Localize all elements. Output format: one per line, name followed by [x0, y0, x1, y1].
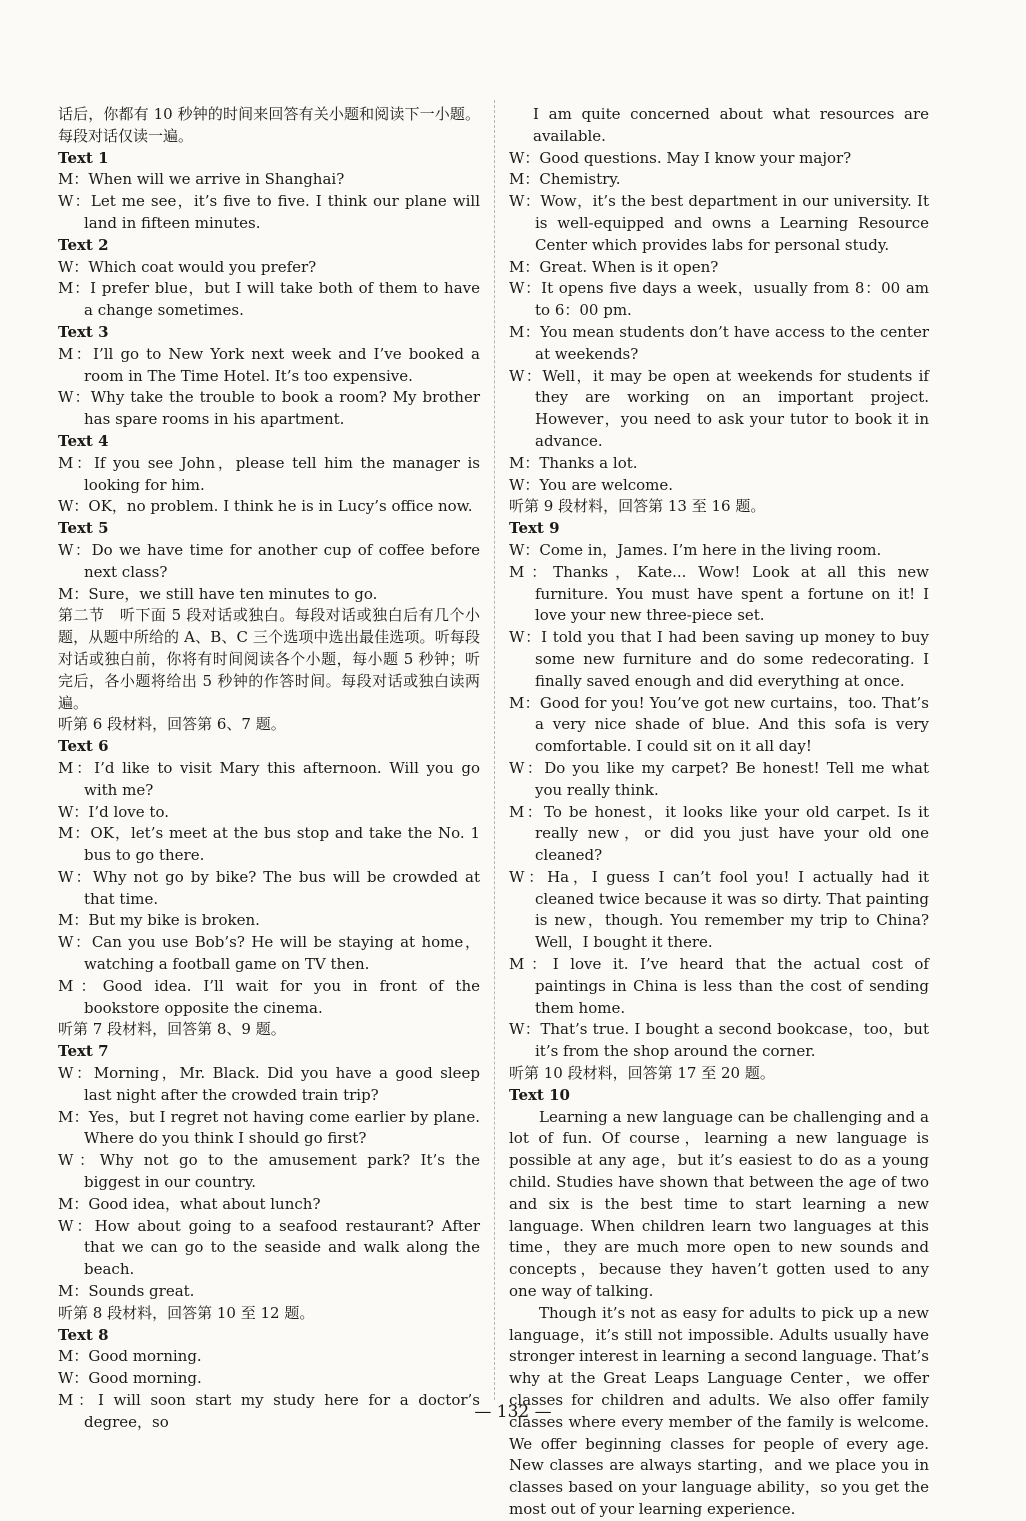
column-divider [494, 100, 495, 1400]
paragraph: Though it’s not as easy for adults to pick up a new language，it’s still not impossible. Adults usually have stronger interest in learning a second language. That’s why at the Great Leaps Language Center，we offer classes for children and adults. We also offer family classes where every member of the family is welcome. We offer beginning classes for people of every age. New classes are always starting，and we place you in classes based on your language ability，so you get the most out of your learning experience. [509, 1303, 929, 1518]
section-heading: Text 6 [58, 737, 109, 756]
dialogue-line: W：It opens five days a week，usually from 8：00 am to 6：00 pm. [509, 279, 929, 320]
section-heading: Text 4 [58, 431, 109, 450]
section-heading: Text 8 [58, 1325, 109, 1344]
dialogue-continuation: I am quite concerned about what resources are available. [533, 105, 929, 145]
dialogue-line: W：Well，it may be open at weekends for students if they are working on an important project. However，you need to ask your tutor to book it in advance. [509, 366, 929, 450]
section-heading: Text 10 [509, 1085, 570, 1104]
dialogue-line: W：I told you that I had been saving up money to buy some new furniture and do some redecorating. I finally saved enough and did everything at once. [509, 628, 929, 690]
dialogue-line: W：Wow，it’s the best department in our university. It is well-equipped and owns a Learning Resource Center which provides labs for personal study. [509, 192, 929, 254]
section-heading: Text 5 [58, 519, 109, 538]
dialogue-line: M：I prefer blue，but I will take both of them to have a change sometimes. [58, 279, 480, 320]
dialogue-line: M：Sure，we still have ten minutes to go. [58, 584, 378, 603]
instruction-text: 听第 8 段材料，回答第 10 至 12 题。 [58, 1303, 315, 1322]
dialogue-line: M：Good morning. [58, 1347, 202, 1366]
section-heading: Text 1 [58, 148, 109, 167]
dialogue-line: M：Good for you! You’ve got new curtains，too. That’s a very nice shade of blue. And this sofa is very comfortable. I could sit on it all day! [509, 693, 929, 756]
left-column [58, 104, 480, 1434]
section-heading: Text 7 [58, 1042, 109, 1061]
dialogue-line: M：Thanks a lot. [509, 453, 638, 472]
dialogue-line: W：Can you use Bob’s? He will be staying at home，watching a football game on TV then. [58, 933, 480, 974]
instruction-text: 第二节 听下面 5 段对话或独白。每段对话或独白后有几个小题，从题中所给的 A、B、C 三个选项中选出最佳选项。听每段对话或独白前，你将有时间阅读各个小题，每小题 5 秒钟；听完后，各小题将给出 5 秒钟的作答时间。每段对话或独白读两遍。 [58, 606, 480, 712]
dialogue-line: W：How about going to a seafood restaurant? After that we can go to the seaside and walk along the beach. [58, 1216, 480, 1279]
page-number: — 132 — [474, 1402, 552, 1422]
dialogue-line: M：Chemistry. [509, 170, 621, 189]
dialogue-line: W：Why take the trouble to book a room? My brother has spare rooms in his apartment. [58, 388, 480, 429]
dialogue-line: M：OK，let’s meet at the bus stop and take the No. 1 bus to go there. [58, 824, 480, 865]
dialogue-line: M：Yes，but I regret not having come earlier by plane. Where do you think I should go first? [58, 1107, 480, 1148]
dialogue-line: M：To be honest，it looks like your old carpet. Is it really new，or did you just have your old one cleaned? [509, 802, 929, 865]
section-heading: Text 9 [509, 519, 560, 538]
dialogue-line: M：When will we arrive in Shanghai? [58, 170, 345, 189]
instruction-text: 听第 10 段材料，回答第 17 至 20 题。 [509, 1064, 775, 1083]
dialogue-line: M：Great. When is it open? [509, 257, 719, 276]
dialogue-line: W：OK，no problem. I think he is in Lucy’s office now. [58, 497, 473, 516]
dialogue-line: W：That’s true. I bought a second bookcase，too，but it’s from the shop around the corner. [509, 1020, 929, 1061]
dialogue-line: W：Morning，Mr. Black. Did you have a good sleep last night after the crowded train trip? [58, 1064, 480, 1104]
dialogue-line: M：I’ll go to New York next week and I’ve booked a room in The Time Hotel. It’s too expensive. [58, 344, 480, 385]
instruction-text: 听第 7 段材料，回答第 8、9 题。 [58, 1020, 286, 1039]
paragraph: Learning a new language can be challenging and a lot of fun. Of course，learning a new language is possible at any age，but it’s easiest to do as a young child. Studies have shown that between the age of two and six is the best time to start learning a new language. When children learn two languages at this time，they are much more open to new sounds and concepts，because they haven’t gotten used to any one way of talking. [509, 1107, 929, 1301]
dialogue-line: W：Why not go to the amusement park? It’s the biggest in our country. [58, 1151, 480, 1192]
dialogue-line: M：I’d like to visit Mary this afternoon. Will you go with me? [58, 758, 480, 799]
section-heading: Text 3 [58, 322, 109, 341]
dialogue-line: W：I’d love to. [58, 802, 169, 821]
dialogue-line: W：You are welcome. [509, 475, 674, 494]
instruction-text: 话后，你都有 10 秒钟的时间来回答有关小题和阅读下一小题。每段对话仅读一遍。 [58, 105, 480, 145]
dialogue-line: M：Sounds great. [58, 1282, 195, 1301]
dialogue-line: M：Good idea. I’ll wait for you in front of the bookstore opposite the cinema. [58, 976, 480, 1017]
dialogue-line: M：If you see John，please tell him the manager is looking for him. [58, 453, 480, 494]
dialogue-line: M：But my bike is broken. [58, 911, 260, 930]
instruction-text: 听第 9 段材料，回答第 13 至 16 题。 [509, 497, 766, 516]
section-heading: Text 2 [58, 235, 109, 254]
dialogue-line: M：Good idea，what about lunch? [58, 1194, 321, 1213]
dialogue-line: W：Why not go by bike? The bus will be crowded at that time. [58, 867, 480, 908]
dialogue-line: W：Good morning. [58, 1369, 202, 1388]
dialogue-line: M：Thanks，Kate... Wow! Look at all this new furniture. You must have spent a fortune on it! I love your new three-piece set. [509, 562, 929, 625]
right-column [509, 104, 929, 1521]
dialogue-line: W：Do you like my carpet? Be honest! Tell me what you really think. [509, 758, 929, 799]
dialogue-line: W：Which coat would you prefer? [58, 257, 317, 276]
dialogue-line: W：Do we have time for another cup of coffee before next class? [58, 540, 480, 581]
dialogue-line: W：Come in，James. I’m here in the living room. [509, 540, 882, 559]
instruction-text: 听第 6 段材料，回答第 6、7 题。 [58, 715, 286, 734]
dialogue-line: W：Good questions. May I know your major? [509, 148, 852, 167]
dialogue-line: W：Ha，I guess I can’t fool you! I actually had it cleaned twice because it was so dirty. That painting is new，though. You remember my trip to China? Well，I bought it there. [509, 867, 929, 952]
dialogue-line: M：I will soon start my study here for a doctor’s degree，so [58, 1391, 480, 1431]
dialogue-line: M：You mean students don’t have access to the center at weekends? [509, 322, 929, 363]
dialogue-line: M：I love it. I’ve heard that the actual cost of paintings in China is less than the cost of sending them home. [509, 955, 929, 1017]
dialogue-line: W：Let me see，it’s five to five. I think our plane will land in fifteen minutes. [58, 192, 480, 232]
